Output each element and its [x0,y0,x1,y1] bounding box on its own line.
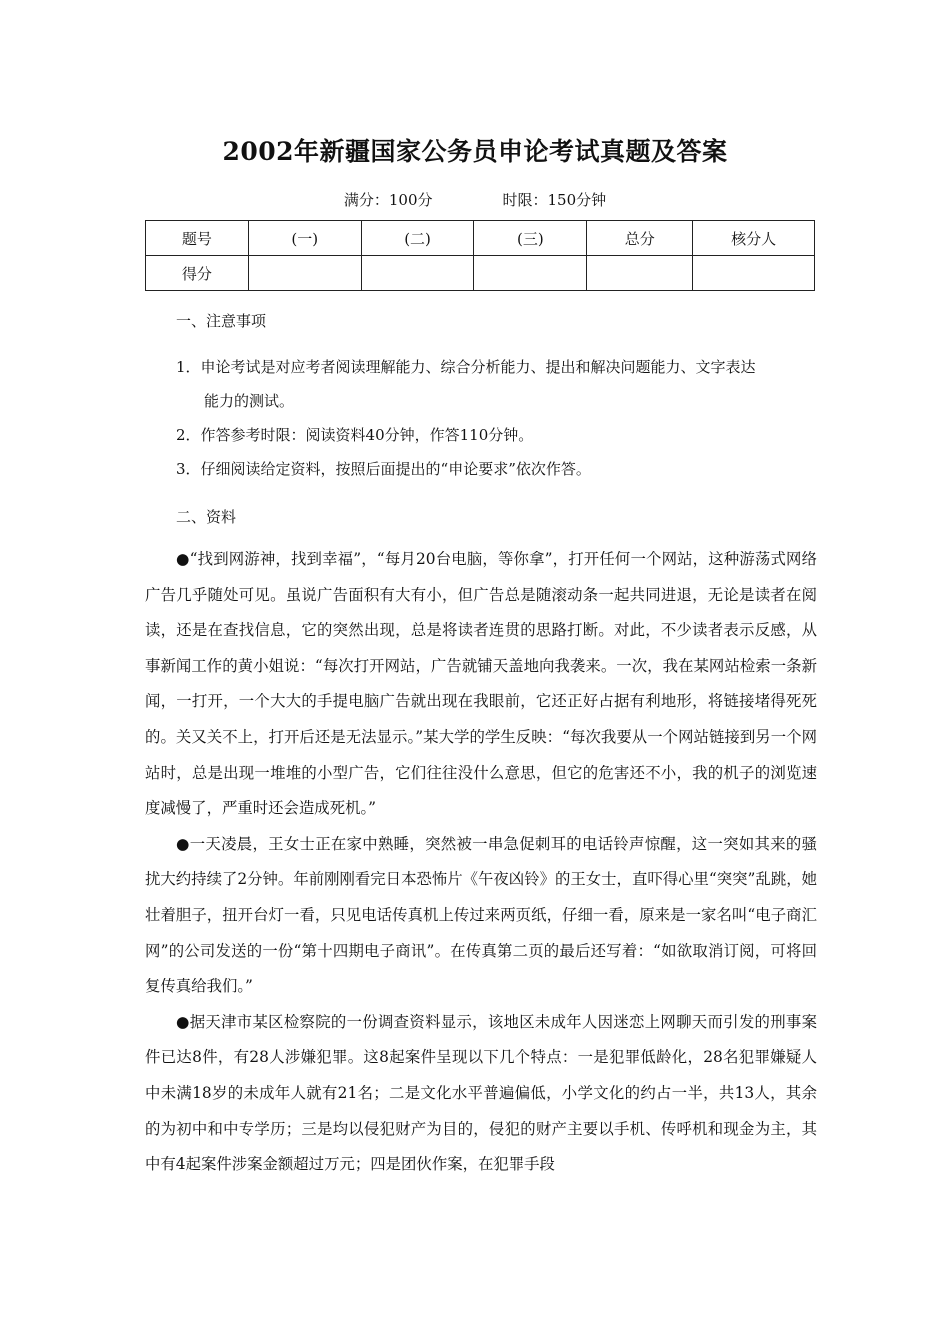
material-paragraph: ●“找到网游神，找到幸福”，“每月20台电脑，等你拿”，打开任何一个网站，这种游荡式网络广告几乎随处可见。虽说广告面积有大有小，但广告总是随滚动条一起共同进退，无论是读者在阅读，还是在查找信息，它的突然出现，总是将读者连贯的思路打断。对此，不少读者表示反感，从事新闻工作的黄小姐说：“每次打开网站，广告就铺天盖地向我袭来。一次，我在某网站检索一条新闻，一打开，一个大大的手提电脑广告就出现在我眼前，它还正好占据有利地形，将链接堵得死死的。关又关不上，打开后还是无法显示。”某大学的学生反映：“每次我要从一个网站链接到另一个网站时，总是出现一堆堆的小型广告，它们往往没什么意思，但它的危害还不小，我的机子的浏览速度减慢了，严重时还会造成死机。” [145,550,817,818]
table-header-cell: 总分 [587,221,693,256]
table-header-cell: 题号 [146,221,249,256]
score-cell [587,256,693,291]
section-heading-materials: 二、资料 [176,508,237,526]
material-paragraph: ●一天凌晨，王女士正在家中熟睡，突然被一串急促刺耳的电话铃声惊醒，这一突如其来的骚扰大约持续了2分钟。年前刚刚看完日本恐怖片《午夜凶铃》的王女士，直吓得心里“突突”乱跳，她壮着胆子，扭开台灯一看，只见电话传真机上传过来两页纸，仔细一看，原来是一家名叫“电子商汇网”的公司发送的一份“第十四期电子商讯”。在传真第二页的最后还写着：“如欲取消订阅，可将回复传真给我们。” [145,834,817,996]
time-limit: 时限：150分钟 [502,191,607,209]
score-cell [361,256,474,291]
score-table-header-row [146,221,815,256]
table-header-cell: (一) [248,221,361,256]
notes-list [176,350,816,486]
note-item: 3．仔细阅读给定资料，按照后面提出的“申论要求”依次作答。 [176,460,591,478]
note-item-continuation: 能力的测试。 [204,392,295,410]
score-cell [248,256,361,291]
section-heading-notes: 一、注意事项 [176,312,267,330]
score-table [145,220,815,291]
table-row-label: 得分 [146,256,249,291]
score-cell [693,256,815,291]
table-header-cell: 核分人 [693,221,815,256]
materials-body [145,542,817,1183]
note-item: 2．作答参考时限：阅读资料40分钟，作答110分钟。 [176,426,534,444]
table-header-cell: (三) [474,221,587,256]
note-item: 1．申论考试是对应考者阅读理解能力、综合分析能力、提出和解决问题能力、文字表达 [176,358,756,376]
table-header-cell: (二) [361,221,474,256]
score-cell [474,256,587,291]
exam-meta [0,189,950,210]
material-paragraph: ●据天津市某区检察院的一份调查资料显示，该地区未成年人因迷恋上网聊天而引发的刑事案件已达8件，有28人涉嫌犯罪。这8起案件呈现以下几个特点：一是犯罪低龄化，28名犯罪嫌疑人中未满18岁的未成年人就有21名；二是文化水平普遍偏低，小学文化的约占一半，共13人，其余的为初中和中专学历；三是均以侵犯财产为目的，侵犯的财产主要以手机、传呼机和现金为主，其中有4起案件涉案金额超过万元；四是团伙作案，在犯罪手段 [145,1012,817,1174]
document-title: 2002年新疆国家公务员申论考试真题及答案 [222,137,728,166]
full-score: 满分：100分 [343,191,433,209]
score-table-row [146,256,815,291]
